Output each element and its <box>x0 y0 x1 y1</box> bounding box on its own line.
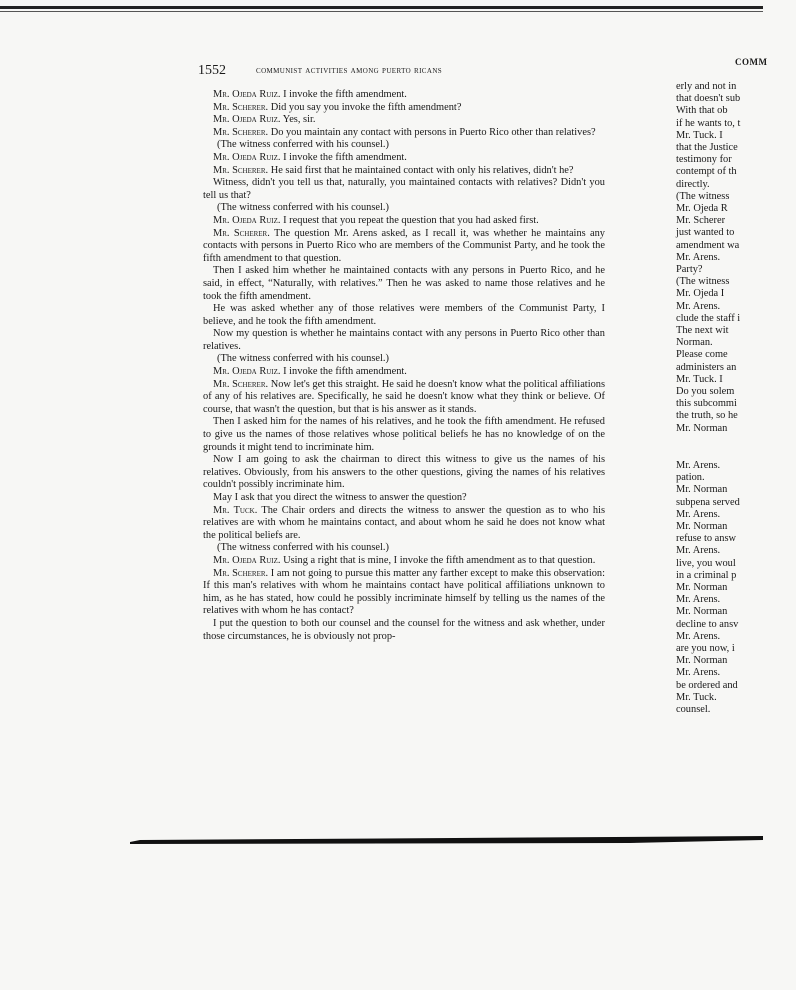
right-column-line: testimony for <box>676 154 732 166</box>
right-column-line: directly. <box>676 178 710 190</box>
right-column-line: (The witness <box>676 276 730 288</box>
right-column-line: Mr. Tuck. I <box>676 129 723 141</box>
paragraph <box>203 454 605 492</box>
right-column-line: Mr. Arens. <box>676 508 721 520</box>
paragraph-text: Now I am going to ask the chairman to direct this witness to give us the names of his relatives. Obviously, from his answers to the other questions, giving the names of his relatives couldn't possibly incriminate him. <box>203 454 605 491</box>
right-column-line: The next wit <box>676 325 729 337</box>
paragraph-text: (The witness conferred with his counsel.) <box>217 542 389 554</box>
right-column-line: just wanted to <box>676 227 735 239</box>
right-column-line: are you now, i <box>676 642 735 654</box>
bottom-scan-rule <box>130 836 763 845</box>
right-column-line: Mr. Arens. <box>676 251 721 263</box>
right-column-line: Mr. Arens. <box>676 594 721 606</box>
right-column-line: Please come <box>676 349 728 361</box>
right-column-line: contempt of th <box>676 166 737 178</box>
paragraph <box>203 152 605 165</box>
right-column-line: in a criminal p <box>676 569 737 581</box>
paragraph-text: Now let's get this straight. He said he doesn't know what the political affiliations of any of his relatives are. Specifically, he said he doesn't know what they think or believe. Of course, that wasn't the question, but that is his answer as it stands. <box>203 378 606 415</box>
paragraph-text: The Chair orders and directs the witness to answer the question as to who his relatives are with whom he maintains contact, and about whom he said he does not know what the political beliefs are. <box>203 504 606 541</box>
right-column-line: Mr. Tuck. <box>676 691 717 703</box>
paragraph <box>203 366 605 379</box>
right-column-line: Mr. Norman <box>676 422 728 434</box>
paragraph-text: He was asked whether any of those relatives were members of the Communist Party, I believe, and he took the fifth amendment. <box>203 303 605 327</box>
right-column-line: Mr. Arens. <box>676 300 721 312</box>
right-column-line: that the Justice <box>676 142 738 154</box>
right-column-line: clude the staff i <box>676 312 741 324</box>
paragraph <box>203 202 605 215</box>
page-number: 1552 <box>198 63 226 78</box>
paragraph-text: Then I asked him whether he maintained contacts with any persons in Puerto Rico, and he said, in effect, “Naturally, with relatives.” Then he was asked to name those relatives and he took the fifth amendment. <box>203 265 605 302</box>
paragraph-text: Using a right that is mine, I invoke the fifth amendment as to that question. <box>280 554 596 566</box>
paragraph <box>203 265 605 303</box>
paragraph-text: He said first that he maintained contact with only his relatives, didn't he? <box>268 164 574 176</box>
speaker-name: Mr. Scherer. <box>213 227 270 239</box>
right-text-column <box>676 81 796 716</box>
speaker-name: Mr. Ojeda Ruiz. <box>213 366 281 378</box>
right-column-line: With that ob <box>676 105 728 117</box>
paragraph-text: (The witness conferred with his counsel.) <box>217 202 389 214</box>
paragraph-text: Now my question is whether he maintains contact with any persons in Puerto Rico other than relatives. <box>203 328 605 352</box>
top-scan-edge <box>0 6 763 9</box>
right-column-line: administers an <box>676 361 737 373</box>
paragraph-text: Then I asked him for the names of his relatives, and he took the fifth amendment. He refused to give us the names of those relatives whose political beliefs he has no knowledge of on the grounds it might tend to incriminate him. <box>203 416 605 453</box>
right-column-line: Norman. <box>676 337 713 349</box>
right-column-line: Mr. Norman <box>676 606 728 618</box>
right-column-line: Mr. Norman <box>676 484 728 496</box>
running-title-right: COMM <box>735 57 768 67</box>
right-column-line: (The witness <box>676 190 730 202</box>
speaker-name: Mr. Ojeda Ruiz. <box>213 151 281 163</box>
paragraph <box>203 114 605 127</box>
paragraph-text: Do you maintain any contact with persons in Puerto Rico other than relatives? <box>268 126 596 138</box>
paragraph <box>203 618 605 643</box>
paragraph-text: The question Mr. Arens asked, as I recall it, was whether he maintains any contacts with persons in Puerto Rico who are members of the Communist Party, and he took the fifth amendment to that question. <box>203 227 606 264</box>
right-column-line: Do you solem <box>676 386 735 398</box>
paragraph <box>203 505 605 543</box>
paragraph-text: I invoke the fifth amendment. <box>280 366 407 378</box>
right-column-line: Mr. Norman <box>676 520 728 532</box>
speaker-name: Mr. Ojeda Ruiz. <box>213 214 281 226</box>
speaker-name: Mr. Scherer. <box>213 567 269 579</box>
right-column-line: live, you woul <box>676 557 736 569</box>
right-column-line: this subcommi <box>676 398 737 410</box>
paragraph-text: (The witness conferred with his counsel.) <box>217 139 389 151</box>
right-column-line: Mr. Norman <box>676 655 728 667</box>
paragraph-text: I request that you repeat the question that you had asked first. <box>280 214 539 226</box>
right-column-line: erly and not in <box>676 81 737 92</box>
right-column-line: decline to ansv <box>676 618 739 630</box>
paragraph <box>203 215 605 228</box>
paragraph <box>203 228 605 266</box>
right-column-line: Party? <box>676 264 703 276</box>
speaker-name: Mr. Scherer. <box>213 126 269 138</box>
paragraph-text: I am not going to pursue this matter any farther except to make this observation: If this man's relatives with whom he maintains contact have political affiliations unknown to him, as he has stated, how could he possibly incriminate himself by telling us the names of the relatives with whom he has contact? <box>203 567 605 617</box>
right-column-line: Mr. Arens. <box>676 459 721 471</box>
paragraph-text: Did you say you invoke the fifth amendment? <box>268 101 462 113</box>
right-column-line: that doesn't sub <box>676 93 741 105</box>
paragraph-text: I invoke the fifth amendment. <box>280 89 407 100</box>
right-column-line: Mr. Scherer <box>676 215 726 227</box>
speaker-name: Mr. Scherer. <box>213 164 269 176</box>
paragraph <box>203 102 605 115</box>
page-header <box>198 63 678 79</box>
speaker-name: Mr. Ojeda Ruiz. <box>213 554 281 566</box>
right-column-line: Mr. Ojeda I <box>676 288 725 300</box>
speaker-name: Mr. Ojeda Ruiz. <box>213 114 281 126</box>
right-column-line: amendment wa <box>676 239 740 251</box>
right-column-line: pation. <box>676 472 705 484</box>
paragraph <box>203 416 605 454</box>
speaker-name: Mr. Tuck. <box>213 504 258 516</box>
right-column-line: Mr. Arens. <box>676 630 721 642</box>
paragraph <box>203 568 605 618</box>
right-column-line: Mr. Tuck. I <box>676 373 723 385</box>
paragraph <box>203 542 605 555</box>
paragraph-text: (The witness conferred with his counsel.) <box>217 353 389 365</box>
speaker-name: Mr. Scherer. <box>213 101 269 113</box>
right-column-line: subpena served <box>676 496 740 508</box>
paragraph-text: Witness, didn't you tell us that, naturally, you maintained contacts with relatives? Didn't you tell us that? <box>203 177 605 201</box>
top-scan-edge-thin <box>0 11 763 12</box>
right-column-line: Mr. Arens. <box>676 545 721 557</box>
paragraph <box>203 165 605 178</box>
paragraph <box>203 379 605 417</box>
paragraph-text: Yes, sir. <box>280 114 316 126</box>
paragraph-text: May I ask that you direct the witness to answer the question? <box>213 492 467 503</box>
paragraph <box>203 328 605 353</box>
paragraph <box>203 177 605 202</box>
paragraph <box>203 127 605 140</box>
speaker-name: Mr. Ojeda Ruiz. <box>213 89 281 100</box>
right-column-line: refuse to answ <box>676 533 737 545</box>
right-column-line: counsel. <box>676 703 711 715</box>
speaker-name: Mr. Scherer. <box>213 378 269 390</box>
left-text-column <box>203 89 605 643</box>
paragraph <box>203 492 605 505</box>
running-title: communist activities among puerto ricans <box>256 65 443 76</box>
right-column-line: be ordered and <box>676 679 738 691</box>
paragraph <box>203 303 605 328</box>
right-column-line: the truth, so he <box>676 410 738 422</box>
right-column-line: Mr. Ojeda R <box>676 203 728 215</box>
paragraph <box>203 89 605 102</box>
right-column-line: Mr. Arens. <box>676 667 721 679</box>
paragraph-text: I invoke the fifth amendment. <box>280 151 407 163</box>
paragraph <box>203 555 605 568</box>
right-column-line: Mr. Norman <box>676 581 728 593</box>
paragraph <box>203 353 605 366</box>
right-column-line: if he wants to, t <box>676 117 741 129</box>
paragraph-text: I put the question to both our counsel and the counsel for the witness and ask whether, under those circumstances, he is obviously not prop- <box>203 617 605 642</box>
paragraph <box>203 139 605 152</box>
